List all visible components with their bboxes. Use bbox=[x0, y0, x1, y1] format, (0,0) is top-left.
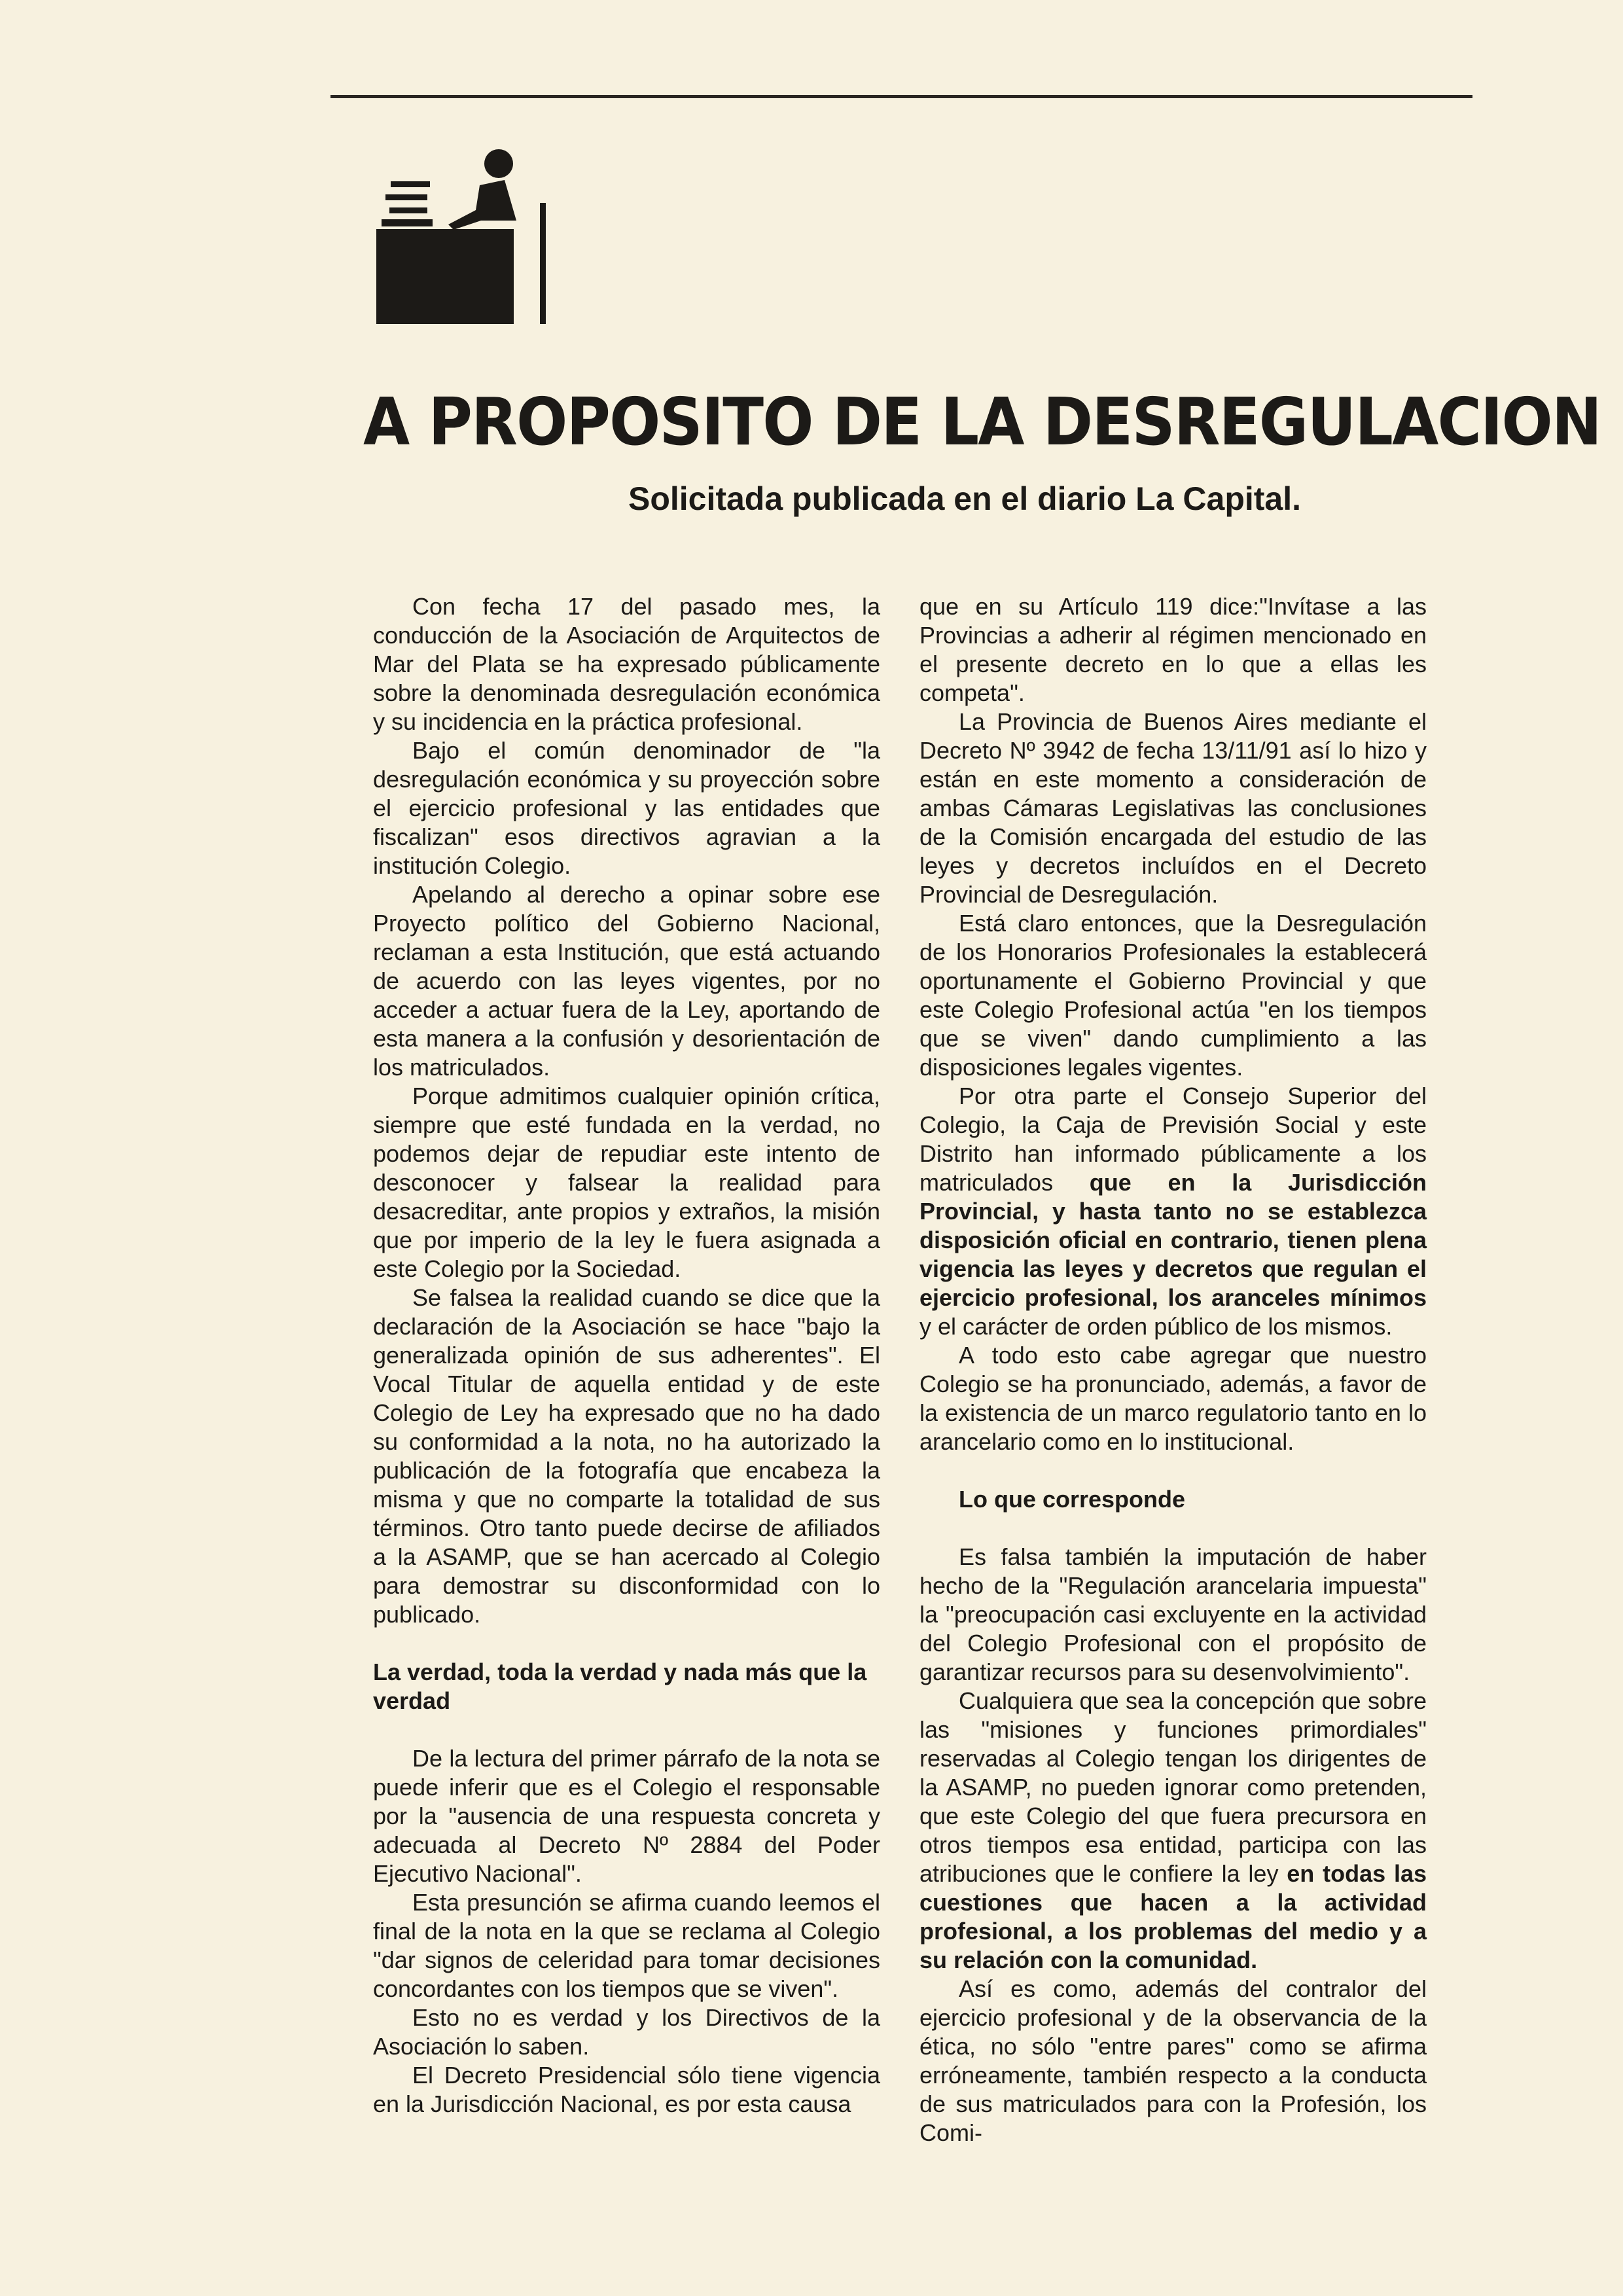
paragraph: Así es como, además del contralor del ejercicio profesional y de la observancia de la ética, no sólo "entre pares" como se afirma erróneamente, también respecto a la conducta de sus matriculados para con la Profesión, los Comi- bbox=[919, 1975, 1427, 2146]
section-heading: Lo que corresponde bbox=[959, 1486, 1186, 1513]
bold-text-run: en todas las cuestiones que hacen a la actividad profesional, a los problemas del medio y a su relación con la comunidad. bbox=[919, 1860, 1427, 1973]
paragraph: Bajo el común denominador de "la desregulación económica y su proyección sobre el ejercicio profesional y las entidades que fiscalizan" esos directivos agravian a la institución Colegio. bbox=[373, 737, 880, 879]
right-column bbox=[919, 592, 1427, 2147]
paragraph bbox=[919, 1687, 1427, 1975]
top-rule bbox=[330, 95, 1472, 98]
bold-text-run: que en la Jurisdicción Provincial, y hasta tanto no se establezca disposición oficial en contrario, tienen plena vigencia las leyes y decretos que regulan el ejercicio profesional, los aranceles mínimos bbox=[919, 1169, 1427, 1311]
left-column bbox=[373, 592, 880, 2119]
paragraph: El Decreto Presidencial sólo tiene vigencia en la Jurisdicción Nacional, es por esta causa bbox=[373, 2062, 880, 2117]
article-title: A PROPOSITO DE LA DESREGULACION bbox=[363, 384, 1601, 460]
text-run: Cualquiera que sea la concepción que sobre las "misiones y funciones primordiales" reservadas al Colegio tengan los dirigentes de la ASAMP, no pueden ignorar como pretenden, que este Colegio del que fuera precursora en otros tiempos esa entidad, participa con las atribuciones que le confiere la ley bbox=[919, 1687, 1427, 1887]
text-run: Por otra parte el Consejo Superior del Colegio, la Caja de Previsión Social y este Distrito han informado públicamente a los matriculados bbox=[919, 1083, 1427, 1196]
person-at-desk-icon bbox=[376, 147, 560, 324]
paragraph: que en su Artículo 119 dice:"Invítase a las Provincias a adherir al régimen mencionado en el presente decreto en lo que a ellas les competa". bbox=[919, 593, 1427, 706]
paragraph: Está claro entonces, que la Desregulación de los Honorarios Profesionales la establecerá oportunamente el Gobierno Provincial y que este Colegio Profesional actúa "en los tiempos que se viven" dando cumplimiento a las disposiciones legales vigentes. bbox=[919, 910, 1427, 1081]
paragraph bbox=[919, 1082, 1427, 1341]
paragraph: A todo esto cabe agregar que nuestro Colegio se ha pronunciado, además, a favor de la existencia de un marco regulatorio tanto en lo arancelario como en lo institucional. bbox=[919, 1342, 1427, 1455]
paragraph: Es falsa también la imputación de haber hecho de la "Regulación arancelaria impuesta" la "preocupación casi excluyente en la actividad del Colegio Profesional con el propósito de garantizar recursos para su desenvolvimiento". bbox=[919, 1543, 1427, 1685]
article-subtitle: Solicitada publicada en el diario La Capital. bbox=[628, 480, 1301, 517]
paragraph: Se falsea la realidad cuando se dice que la declaración de la Asociación se hace "bajo la generalizada opinión de sus adherentes". El Vocal Titular de aquella entidad y de este Colegio de Ley ha expresado que no ha dado su conformidad a la nota, no ha autorizado la publicación de la fotografía que encabeza la misma y que no comparte la totalidad de sus términos. Otro tanto puede decirse de afiliados a la ASAMP, que se han acercado al Colegio para demostrar su disconformidad con lo publicado. bbox=[373, 1284, 880, 1628]
paragraph: Porque admitimos cualquier opinión crítica, siempre que esté fundada en la verdad, no podemos dejar de repudiar este intento de desconocer y falsear la realidad para desacreditar, ante propios y extraños, la misión que por imperio de la ley le fuera asignada a este Colegio por la Sociedad. bbox=[373, 1083, 880, 1282]
paragraph: La Provincia de Buenos Aires mediante el Decreto Nº 3942 de fecha 13/11/91 así lo hizo y están en este momento a consideración de ambas Cámaras Legislativas las conclusiones de la Comisión encargada del estudio de las leyes y decretos incluídos en el Decreto Provincial de Desregulación. bbox=[919, 708, 1427, 908]
paragraph: Con fecha 17 del pasado mes, la conducción de la Asociación de Arquitectos de Mar del Plata se ha expresado públicamente sobre la denominada desregulación económica y su incidencia en la práctica profesional. bbox=[373, 593, 880, 735]
section-heading: La verdad, toda la verdad y nada más que la verdad bbox=[373, 1659, 867, 1714]
paragraph: Apelando al derecho a opinar sobre ese Proyecto político del Gobierno Nacional, reclaman a esta Institución, que está actuando de acuerdo con las leyes vigentes, por no acceder a actuar fuera de la Ley, aportando de esta manera a la confusión y desorientación de los matriculados. bbox=[373, 881, 880, 1081]
paragraph: Esta presunción se afirma cuando leemos el final de la nota en la que se reclama al Colegio "dar signos de celeridad para tomar decisiones concordantes con los tiempos que se viven". bbox=[373, 1889, 880, 2002]
paragraph: De la lectura del primer párrafo de la nota se puede inferir que es el Colegio el responsable por la "ausencia de una respuesta concreta y adecuada al Decreto Nº 2884 del Poder Ejecutivo Nacional". bbox=[373, 1745, 880, 1887]
text-run: y el carácter de orden público de los mismos. bbox=[919, 1313, 1393, 1340]
paragraph: Esto no es verdad y los Directivos de la Asociación lo saben. bbox=[373, 2004, 880, 2060]
